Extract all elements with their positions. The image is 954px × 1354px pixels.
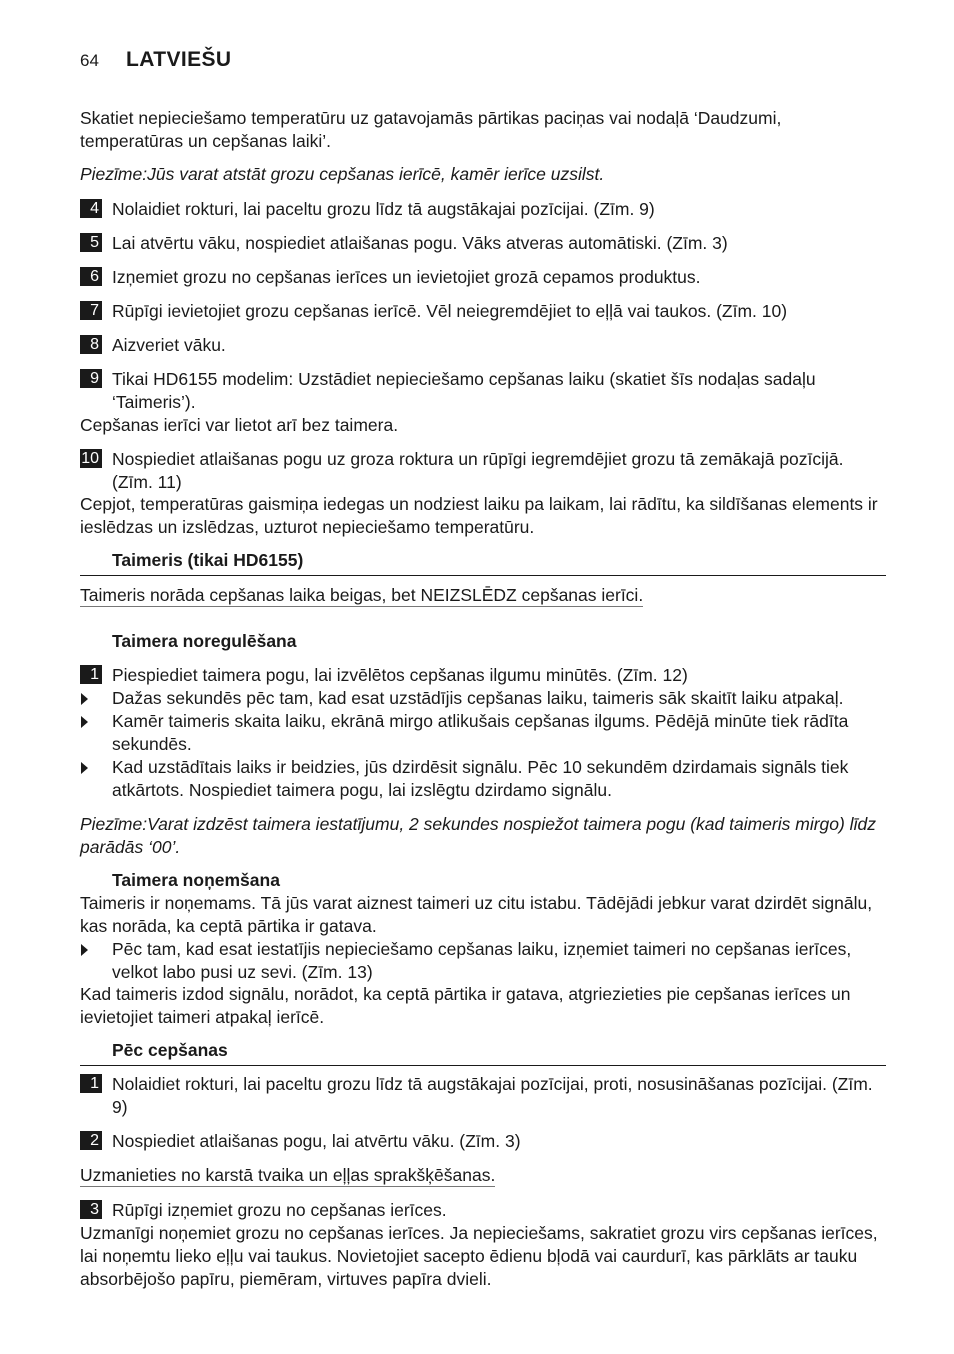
- section-rule: [80, 1065, 886, 1066]
- step-number: 2: [80, 1131, 102, 1150]
- step-number: 5: [80, 233, 102, 252]
- page-number: 64: [80, 51, 99, 70]
- page-header: [80, 48, 231, 72]
- step-number: 3: [80, 1200, 102, 1219]
- step-text: Lai atvērtu vāku, nospiediet atlaišanas pogu. Vāks atveras automātiski. (Zīm. 3): [112, 233, 728, 253]
- intro-paragraph: Skatiet nepieciešamo temperatūru uz gatavojamās pārtikas paciņas vai nodaļā ‘Daudzumi, temperatūras un cepšanas laiki’.: [80, 108, 782, 151]
- after-step-2: [80, 1130, 886, 1153]
- timer-step-1: [80, 664, 886, 687]
- after-frying-outro: Uzmanīgi noņemiet grozu no cepšanas ierīces. Ja nepieciešams, sakratiet grozu virs cepšanas ierīces, lai noņemtu lieko eļļu vai taukus. Novietojiet sacepto ēdienu bļodā vai caurdurī, kas pārklāts ar tauku absorbējošo papīru, piemēram, virtuves papīra dvieli.: [80, 1223, 878, 1289]
- timer-removal-outro: Kad taimeris izdod signālu, norādot, ka ceptā pārtika ir gatava, atgriezieties pie cepšanas ierīces un ievietojiet taimeri atpakaļ ierīcē.: [80, 984, 851, 1027]
- step-text: Piespiediet taimera pogu, lai izvēlētos cepšanas ilgumu minūtēs. (Zīm. 12): [112, 665, 688, 685]
- warning-text: Taimeris norāda cepšanas laika beigas, bet NEIZSLĒDZ cepšanas ierīci.: [80, 585, 644, 605]
- bullet-arrow-icon: [81, 693, 88, 705]
- step-10: [80, 448, 886, 494]
- warning-text: Uzmanieties no karstā tvaika un eļļas sprakšķēšanas.: [80, 1165, 496, 1185]
- bullet-text: Kad uzstādītais laiks ir beidzies, jūs dzirdēsit signālu. Pēc 10 sekundēm dzirdamais signāls tiek atkārtots. Nospiediet taimera pogu, lai izslēgtu dzirdamo signālu.: [112, 757, 849, 800]
- step-number: 9: [80, 369, 102, 388]
- note-preheat: Piezīme:Jūs varat atstāt grozu cepšanas ierīcē, kamēr ierīce uzsilst.: [80, 164, 605, 184]
- step-number: 4: [80, 199, 102, 218]
- step-7: [80, 300, 886, 323]
- language-heading: LATVIEŠU: [126, 48, 232, 71]
- step-text: Rūpīgi ievietojiet grozu cepšanas ierīcē. Vēl neiegremdējiet to eļļā vai taukos. (Zīm. 10): [112, 301, 788, 321]
- bullet-text: Dažas sekundēs pēc tam, kad esat uzstādījis cepšanas laiku, taimeris sāk skaitīt laiku atpakaļ.: [112, 688, 844, 708]
- after-step-3: [80, 1199, 886, 1222]
- step-text: Izņemiet grozu no cepšanas ierīces un ievietojiet grozā cepamos produktus.: [112, 267, 701, 287]
- bullet-text: Kamēr taimeris skaita laiku, ekrānā mirgo atlikušais cepšanas ilgums. Pēdējā minūte tiek rādīta sekundēs.: [112, 711, 849, 754]
- step-text: Tikai HD6155 modelim: Uzstādiet nepieciešamo cepšanas laiku (skatiet šīs nodaļas sadaļu ‘Taimeris’).: [112, 369, 816, 412]
- step-text: Nolaidiet rokturi, lai paceltu grozu līdz tā augstākajai pozīcijai. (Zīm. 9): [112, 199, 655, 219]
- timer-removal-intro: Taimeris ir noņemams. Tā jūs varat aiznest taimeri uz citu istabu. Tādējādi jebkur varat dzirdēt signālu, kas norāda, ka ceptā pārtika ir gatava.: [80, 893, 873, 936]
- step-number: 1: [80, 1074, 102, 1093]
- bullet-item: [80, 938, 886, 984]
- step-number: 8: [80, 335, 102, 354]
- section-rule: [80, 575, 886, 576]
- step-number: 6: [80, 267, 102, 286]
- step-number: 1: [80, 665, 102, 684]
- bullet-arrow-icon: [81, 762, 88, 774]
- step-6: [80, 266, 886, 289]
- step-text: Nospiediet atlaišanas pogu, lai atvērtu vāku. (Zīm. 3): [112, 1131, 521, 1151]
- section-title-after-frying: Pēc cepšanas: [112, 1040, 228, 1060]
- step-8: [80, 334, 886, 357]
- subsection-title-timer-removal: Taimera noņemšana: [112, 870, 280, 890]
- step-text: Aizveriet vāku.: [112, 335, 226, 355]
- section-title-timer: Taimeris (tikai HD6155): [112, 550, 304, 570]
- bullet-item: [80, 710, 886, 756]
- subsection-title-timer-setting: Taimera noregulēšana: [112, 631, 297, 651]
- note-timer-reset: Piezīme:Varat izdzēst taimera iestatījumu, 2 sekundes nospiežot taimera pogu (kad taimeris mirgo) līdz parādās ‘00’.: [80, 814, 876, 857]
- bullet-arrow-icon: [81, 944, 88, 956]
- bullet-text: Pēc tam, kad esat iestatījis nepieciešamo cepšanas laiku, izņemiet taimeri no cepšanas ierīces, velkot labo pusi uz sevi. (Zīm. 13): [112, 939, 852, 982]
- step-9-note: Cepšanas ierīci var lietot arī bez taimera.: [80, 415, 399, 435]
- after-step-1: [80, 1073, 886, 1119]
- step-text: Nospiediet atlaišanas pogu uz groza roktura un rūpīgi iegremdējiet grozu tā zemākajā pozīcijā. (Zīm. 11): [112, 449, 844, 492]
- bullet-arrow-icon: [81, 716, 88, 728]
- step-10-note: Cepjot, temperatūras gaismiņa iedegas un nodziest laiku pa laikam, lai rādītu, ka sildīšanas elements ir ieslēdzas un izslēdzas, uzturot nepieciešamo temperatūru.: [80, 494, 878, 537]
- bullet-item: [80, 756, 886, 802]
- step-5: [80, 232, 886, 255]
- step-number: 10: [80, 449, 102, 468]
- step-9: [80, 368, 886, 414]
- step-4: [80, 198, 886, 221]
- timer-warning: [80, 584, 643, 607]
- steam-warning: [80, 1164, 495, 1187]
- bullet-item: [80, 687, 886, 710]
- step-number: 7: [80, 301, 102, 320]
- step-text: Rūpīgi izņemiet grozu no cepšanas ierīces.: [112, 1200, 447, 1220]
- step-text: Nolaidiet rokturi, lai paceltu grozu līdz tā augstākajai pozīcijai, proti, nosusināšanas pozīcijai. (Zīm. 9): [112, 1074, 873, 1117]
